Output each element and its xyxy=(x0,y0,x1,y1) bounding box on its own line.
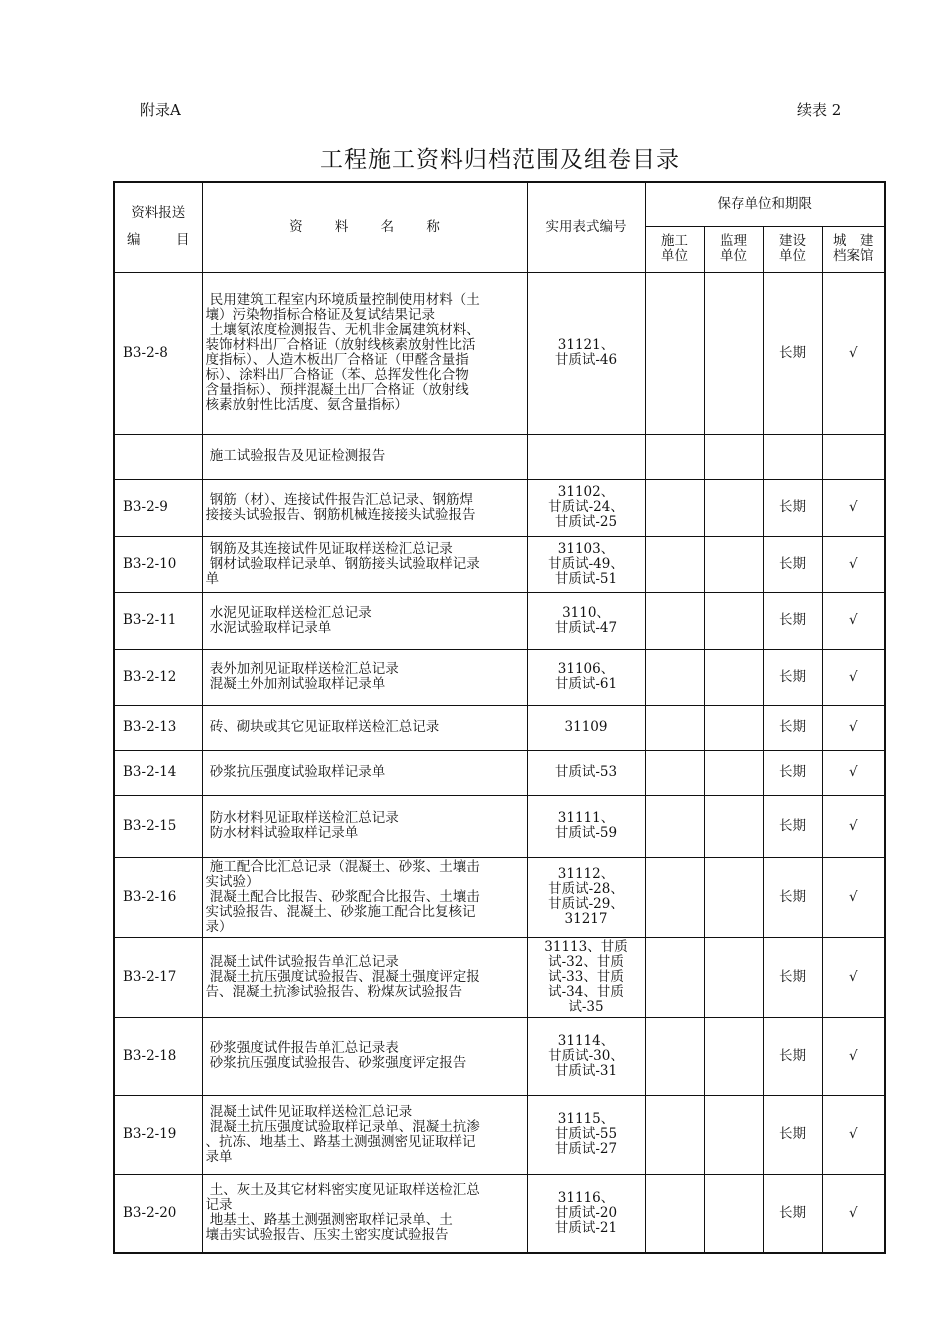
row-form-line: 甘质试-47 xyxy=(554,619,618,636)
row-form-number xyxy=(527,649,645,705)
row-owner-retention: 长期 xyxy=(763,592,822,649)
row-name-line: 砖、砌块或其它见证取样送检汇总记录 xyxy=(205,719,440,735)
row-archive-check: √ xyxy=(822,795,885,857)
header-unit-supervision-l2: 单位 xyxy=(720,248,747,264)
row-name-line: 地基土、路基土测强测密取样记录单、土 xyxy=(205,1212,453,1229)
row-code: B3-2-10 xyxy=(114,536,202,592)
row-name xyxy=(202,937,527,1017)
row-code: B3-2-12 xyxy=(114,649,202,705)
page-title: 工程施工资料归档范围及组卷目录 xyxy=(320,147,680,173)
header-unit-archive xyxy=(822,226,885,272)
row-name xyxy=(202,795,527,857)
row-unit-construction xyxy=(645,479,704,536)
header-unit-owner-l2: 单位 xyxy=(779,248,806,264)
table-row xyxy=(114,750,885,795)
row-name-line: 装饰材料出厂合格证（放射线核素放射性比活 xyxy=(205,337,476,353)
row-name-line: 标）、涂料出厂合格证（苯、总挥发性化合物 xyxy=(205,367,469,383)
row-form-line: 甘质试-28、 xyxy=(548,881,624,897)
row-name xyxy=(202,750,527,795)
row-name xyxy=(202,857,527,937)
row-form-number xyxy=(527,272,645,434)
row-form-line: 31121、 xyxy=(557,337,615,353)
table-row xyxy=(114,434,885,479)
row-unit-supervision xyxy=(704,649,763,705)
row-unit-supervision xyxy=(704,536,763,592)
row-form-line: 31111、 xyxy=(557,810,615,826)
row-name-line: 表外加剂见证取样送检汇总记录 xyxy=(205,661,399,677)
row-unit-construction xyxy=(645,857,704,937)
header-unit-owner-l1: 建设 xyxy=(779,233,806,249)
row-name-line: 混凝土外加剂试验取样记录单 xyxy=(205,676,386,692)
row-archive-check xyxy=(822,434,885,479)
row-form-line: 甘质试-51 xyxy=(554,570,618,587)
row-name xyxy=(202,272,527,434)
row-form-number xyxy=(527,750,645,795)
header-unit-construction-l1: 施工 xyxy=(661,233,688,249)
row-name-line: 民用建筑工程室内环境质量控制使用材料（土 xyxy=(205,292,480,308)
row-code: B3-2-19 xyxy=(114,1095,202,1174)
row-form-line: 试-33、甘质 xyxy=(548,968,624,985)
row-form-number xyxy=(527,857,645,937)
row-code: B3-2-17 xyxy=(114,937,202,1017)
continued-table-label: 续表 2 xyxy=(797,101,842,119)
row-code: B3-2-14 xyxy=(114,750,202,795)
row-code: B3-2-16 xyxy=(114,857,202,937)
row-form-number xyxy=(527,1174,645,1253)
archive-catalog-table xyxy=(113,181,886,1254)
row-archive-check: √ xyxy=(822,536,885,592)
row-owner-retention: 长期 xyxy=(763,536,822,592)
row-name-line: 录） xyxy=(205,918,233,935)
table-row xyxy=(114,592,885,649)
row-archive-check: √ xyxy=(822,857,885,937)
row-archive-check: √ xyxy=(822,1095,885,1174)
row-form-number xyxy=(527,937,645,1017)
row-unit-supervision xyxy=(704,1174,763,1253)
row-code: B3-2-18 xyxy=(114,1017,202,1095)
header-unit-supervision-l1: 监理 xyxy=(720,233,747,249)
row-form-number xyxy=(527,434,645,479)
table-row xyxy=(114,1095,885,1174)
row-unit-construction xyxy=(645,592,704,649)
row-owner-retention xyxy=(763,434,822,479)
row-code: B3-2-20 xyxy=(114,1174,202,1253)
header-code xyxy=(114,182,202,272)
row-form-number xyxy=(527,705,645,750)
row-unit-construction xyxy=(645,750,704,795)
row-name-line: 钢材试验取样记录单、钢筋接头试验取样记录 xyxy=(205,555,480,572)
row-name-line: 砂浆抗压强度试验报告、砂浆强度评定报告 xyxy=(205,1055,467,1071)
table-row xyxy=(114,479,885,536)
row-form-line: 甘质试-61 xyxy=(554,676,618,692)
row-form-line: 甘质试-59 xyxy=(554,825,618,841)
row-name-line: 实试验报告、混凝土、砂浆施工配合比复核记 xyxy=(205,903,476,920)
table-row xyxy=(114,857,885,937)
row-form-line: 31102、 xyxy=(557,484,615,500)
row-unit-supervision xyxy=(704,705,763,750)
row-owner-retention: 长期 xyxy=(763,857,822,937)
row-name-line: 水泥见证取样送检汇总记录 xyxy=(205,604,372,621)
header-code-char-a: 编 xyxy=(127,232,141,249)
row-name-line: 混凝土抗压强度试验报告、混凝土强度评定报 xyxy=(205,968,480,985)
row-unit-supervision xyxy=(704,434,763,479)
row-owner-retention: 长期 xyxy=(763,795,822,857)
row-form-line: 甘质试-55 xyxy=(554,1126,618,1142)
row-form-line: 试-34、甘质 xyxy=(548,983,624,1000)
row-form-line: 31106、 xyxy=(557,661,615,677)
row-form-line: 31113、甘质 xyxy=(544,938,628,955)
row-code: B3-2-8 xyxy=(114,272,202,434)
header-retention: 保存单位和期限 xyxy=(645,182,885,226)
row-form-line: 甘质试-21 xyxy=(554,1219,618,1236)
row-name xyxy=(202,1174,527,1253)
row-name-line: 水泥试验取样记录单 xyxy=(205,619,332,636)
header-unit-owner xyxy=(763,226,822,272)
row-name xyxy=(202,592,527,649)
row-form-line: 甘质试-31 xyxy=(554,1062,618,1079)
row-unit-construction xyxy=(645,649,704,705)
row-unit-supervision xyxy=(704,750,763,795)
row-name xyxy=(202,649,527,705)
row-name-line: 度指标）、人造木板出厂合格证（甲醛含量指 xyxy=(205,352,469,368)
row-name xyxy=(202,479,527,536)
row-name-line: 施工配合比汇总记录（混凝土、砂浆、土壤击 xyxy=(205,858,480,875)
table-row xyxy=(114,1017,885,1095)
table-row xyxy=(114,937,885,1017)
row-name-line: 钢筋及其连接试件见证取样送检汇总记录 xyxy=(205,540,453,557)
row-name xyxy=(202,1095,527,1174)
row-form-line: 甘质试-24、 xyxy=(548,499,624,515)
row-name xyxy=(202,536,527,592)
row-archive-check: √ xyxy=(822,937,885,1017)
row-code: B3-2-15 xyxy=(114,795,202,857)
row-unit-construction xyxy=(645,795,704,857)
table-row xyxy=(114,649,885,705)
row-unit-construction xyxy=(645,937,704,1017)
row-form-line: 31115、 xyxy=(557,1111,615,1127)
row-form-line: 31116、 xyxy=(557,1189,615,1206)
row-owner-retention: 长期 xyxy=(763,1017,822,1095)
row-name-line: 、抗冻、地基土、路基土测强测密见证取样记 xyxy=(205,1133,476,1150)
row-unit-supervision xyxy=(704,1017,763,1095)
row-form-number xyxy=(527,1017,645,1095)
row-form-number xyxy=(527,592,645,649)
row-unit-construction xyxy=(645,434,704,479)
row-unit-construction xyxy=(645,272,704,434)
table-row xyxy=(114,795,885,857)
row-owner-retention: 长期 xyxy=(763,1095,822,1174)
row-form-line: 甘质试-30、 xyxy=(548,1047,624,1064)
row-name-line: 告、混凝土抗渗试验报告、粉煤灰试验报告 xyxy=(205,983,462,1000)
row-name-line: 土壤氡浓度检测报告、无机非金属建筑材料、 xyxy=(205,322,480,338)
row-form-line: 甘质试-46 xyxy=(554,352,618,368)
header-unit-archive-l2: 档案馆 xyxy=(833,248,874,264)
row-name-line: 混凝土抗压强度试验取样记录单、混凝土抗渗 xyxy=(205,1118,480,1135)
row-archive-check: √ xyxy=(822,1017,885,1095)
row-name-line: 防水材料试验取样记录单 xyxy=(205,825,359,841)
row-form-number xyxy=(527,1095,645,1174)
row-name-line: 施工试验报告及见证检测报告 xyxy=(205,448,386,464)
row-unit-supervision xyxy=(704,272,763,434)
row-name-line: 混凝土试件试验报告单汇总记录 xyxy=(205,953,399,970)
row-name-line: 壤击实试验报告、压实土密实度试验报告 xyxy=(205,1227,449,1244)
header-unit-construction-l2: 单位 xyxy=(661,248,688,264)
row-archive-check: √ xyxy=(822,592,885,649)
table-row xyxy=(114,1174,885,1253)
row-name-line: 记录 xyxy=(205,1197,233,1214)
table-row xyxy=(114,705,885,750)
row-name-line: 砂浆抗压强度试验取样记录单 xyxy=(205,764,386,780)
appendix-label: 附录A xyxy=(140,101,181,119)
row-name-line: 砂浆强度试件报告单汇总记录表 xyxy=(205,1040,399,1056)
row-name-line: 录单 xyxy=(205,1148,233,1165)
row-name-line: 核素放射性比活度、氨含量指标） xyxy=(205,397,408,413)
row-form-line: 甘质试-53 xyxy=(554,764,618,780)
row-form-line: 31217 xyxy=(564,911,608,927)
row-code: B3-2-13 xyxy=(114,705,202,750)
row-owner-retention: 长期 xyxy=(763,1174,822,1253)
row-owner-retention: 长期 xyxy=(763,705,822,750)
header-unit-supervision xyxy=(704,226,763,272)
row-archive-check: √ xyxy=(822,649,885,705)
header-row-1 xyxy=(114,182,885,226)
row-form-line: 甘质试-29、 xyxy=(548,896,624,912)
row-form-number xyxy=(527,479,645,536)
row-name-line: 接接头试验报告、钢筋机械连接接头试验报告 xyxy=(205,506,476,523)
row-owner-retention: 长期 xyxy=(763,750,822,795)
row-name xyxy=(202,705,527,750)
row-unit-construction xyxy=(645,705,704,750)
row-name-line: 单 xyxy=(205,570,219,587)
row-archive-check: √ xyxy=(822,1174,885,1253)
row-name-line: 壤）污染物指标合格证及复试结果记录 xyxy=(205,307,435,323)
row-archive-check: √ xyxy=(822,705,885,750)
row-form-line: 甘质试-20 xyxy=(554,1204,618,1221)
row-form-line: 甘质试-25 xyxy=(554,514,618,530)
row-name-line: 含量指标）、预拌混凝土出厂合格证（放射线 xyxy=(205,382,469,398)
row-unit-supervision xyxy=(704,937,763,1017)
row-unit-construction xyxy=(645,1017,704,1095)
row-unit-supervision xyxy=(704,592,763,649)
header-unit-archive-l1: 城 建 xyxy=(833,233,874,249)
table-row xyxy=(114,272,885,434)
row-unit-construction xyxy=(645,536,704,592)
row-name-line: 钢筋（材）、连接试件报告汇总记录、钢筋焊 xyxy=(205,491,474,508)
row-owner-retention: 长期 xyxy=(763,272,822,434)
table-row xyxy=(114,536,885,592)
row-owner-retention: 长期 xyxy=(763,937,822,1017)
row-archive-check: √ xyxy=(822,272,885,434)
row-form-line: 31103、 xyxy=(557,540,615,557)
row-code: B3-2-9 xyxy=(114,479,202,536)
row-unit-construction xyxy=(645,1095,704,1174)
row-unit-supervision xyxy=(704,479,763,536)
row-unit-supervision xyxy=(704,1095,763,1174)
row-name-line: 土、灰土及其它材料密实度见证取样送检汇总 xyxy=(205,1182,480,1199)
header-form: 实用表式编号 xyxy=(527,182,645,272)
row-code: B3-2-11 xyxy=(114,592,202,649)
row-archive-check: √ xyxy=(822,750,885,795)
row-code xyxy=(114,434,202,479)
row-form-line: 试-35 xyxy=(568,998,604,1015)
header-code-char-b: 目 xyxy=(176,232,190,249)
row-form-line: 3110、 xyxy=(562,604,610,621)
row-name-line: 防水材料见证取样送检汇总记录 xyxy=(205,810,399,826)
header-code-line2 xyxy=(115,233,202,248)
row-form-line: 31112、 xyxy=(557,866,615,882)
row-form-line: 31109 xyxy=(564,719,608,735)
header-code-line1: 资料报送 xyxy=(131,205,186,222)
row-form-number xyxy=(527,795,645,857)
row-owner-retention: 长期 xyxy=(763,649,822,705)
row-form-line: 甘质试-27 xyxy=(554,1141,618,1157)
header-unit-construction xyxy=(645,226,704,272)
header-name: 资 料 名 称 xyxy=(202,182,527,272)
row-unit-construction xyxy=(645,1174,704,1253)
row-name-line: 混凝土配合比报告、砂浆配合比报告、土壤击 xyxy=(205,888,480,905)
row-form-line: 试-32、甘质 xyxy=(548,953,624,970)
row-unit-supervision xyxy=(704,795,763,857)
row-name xyxy=(202,1017,527,1095)
row-form-line: 甘质试-49、 xyxy=(548,555,624,572)
row-name-line: 实试验） xyxy=(205,873,260,890)
row-name-line: 混凝土试件见证取样送检汇总记录 xyxy=(205,1103,413,1120)
row-archive-check: √ xyxy=(822,479,885,536)
row-unit-supervision xyxy=(704,857,763,937)
row-owner-retention: 长期 xyxy=(763,479,822,536)
row-form-number xyxy=(527,536,645,592)
row-form-line: 31114、 xyxy=(557,1032,615,1049)
row-name xyxy=(202,434,527,479)
